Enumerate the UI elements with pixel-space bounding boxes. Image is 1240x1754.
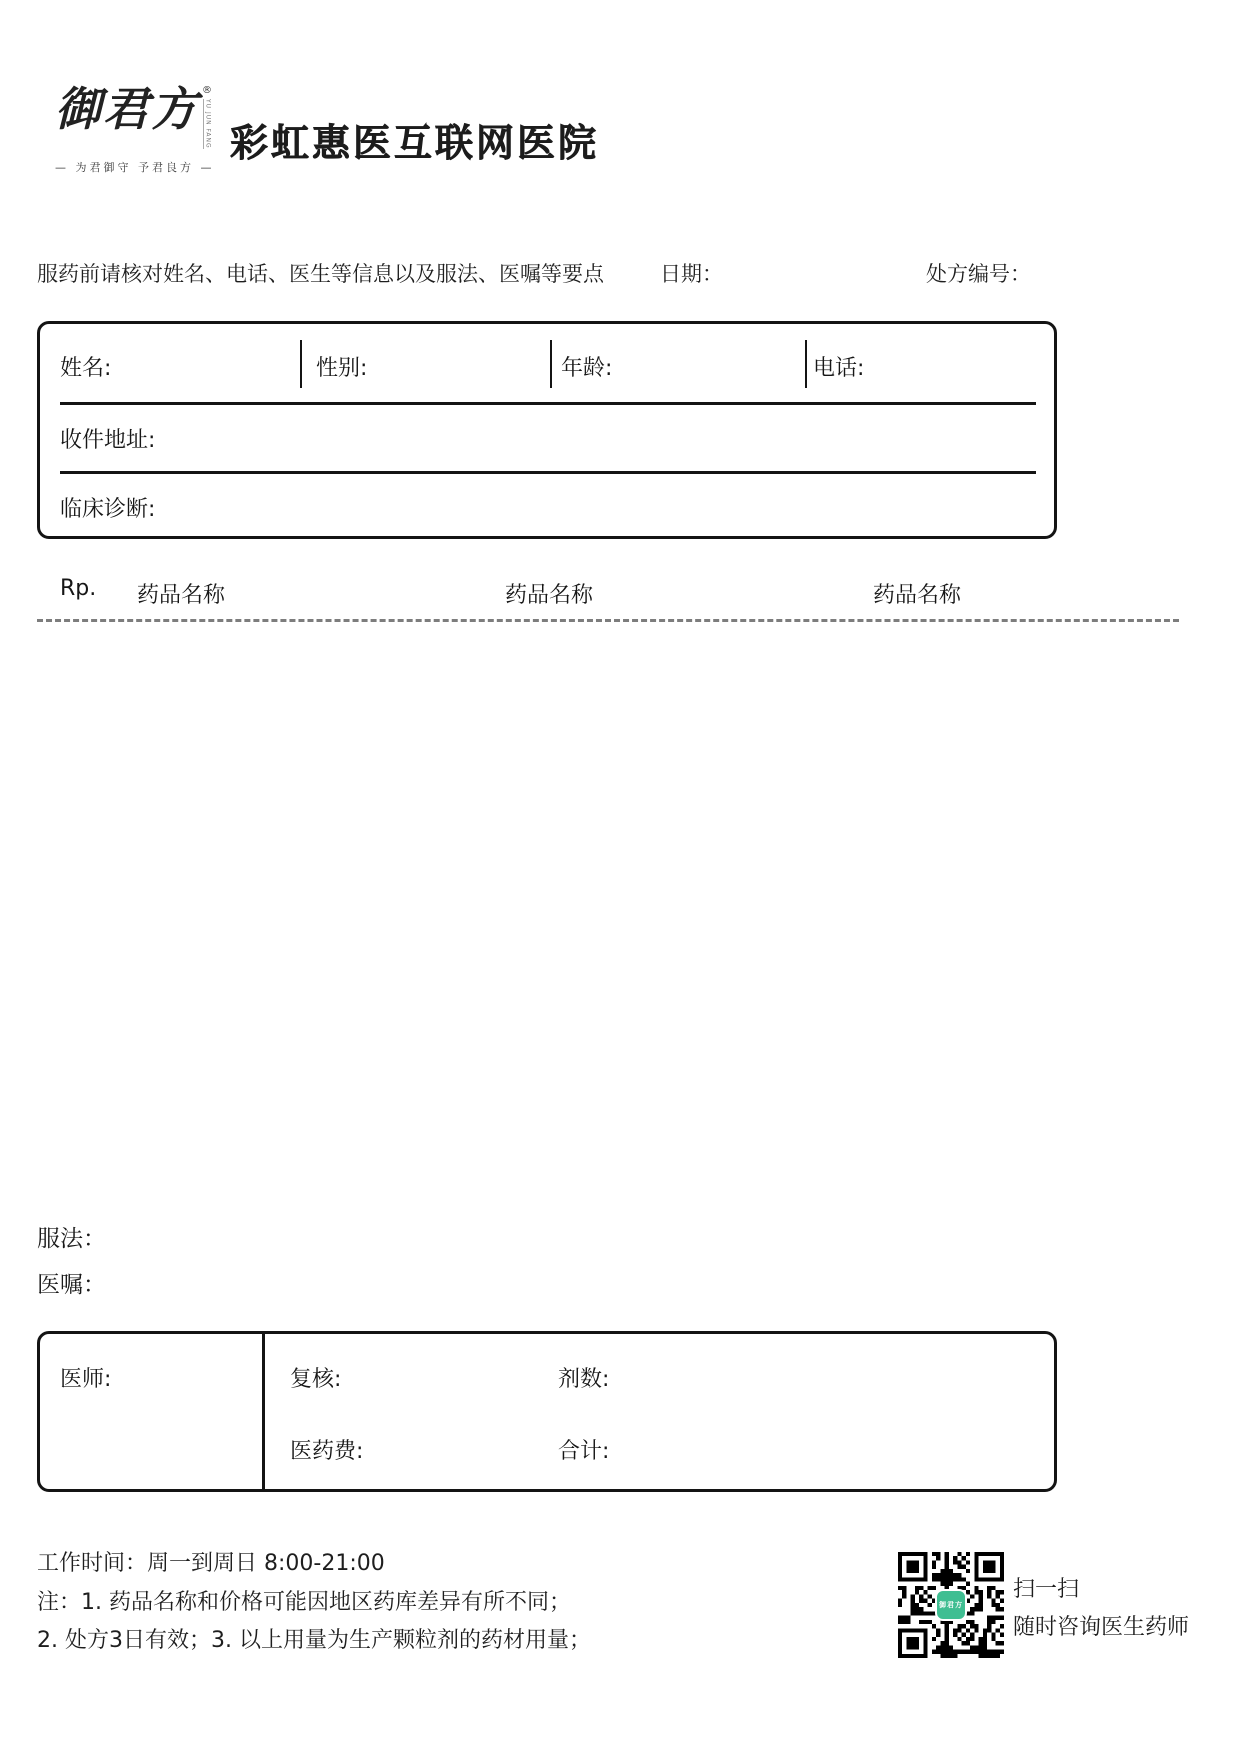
registered-trademark-icon: ® [202, 85, 212, 96]
qr-code [898, 1552, 1004, 1658]
signature-box [37, 1331, 1057, 1492]
scan-caption-line-2: 随时咨询医生药师 [1013, 1615, 1190, 1640]
prescription-number-label: 处方编号： [926, 262, 1031, 286]
date-label: 日期： [660, 262, 723, 286]
review-label: 复核: [290, 1367, 342, 1392]
column-divider [262, 1334, 265, 1489]
phone-label: 电话: [813, 356, 865, 381]
rp-label: Rp. [60, 576, 97, 601]
brand-logo [55, 82, 215, 175]
gender-label: 性别: [316, 356, 368, 381]
patient-info-box [37, 321, 1057, 539]
usage-label: 服法： [37, 1226, 106, 1252]
age-label: 年龄: [561, 356, 613, 381]
address-label: 收件地址: [60, 428, 156, 453]
drug-name-column-header: 药品名称 [505, 583, 594, 608]
medicine-fee-label: 医药费: [290, 1439, 364, 1464]
doctor-advice-label: 医嘱： [37, 1272, 106, 1298]
logo-vertical-text: YU JUN FANG [204, 99, 212, 149]
column-divider [550, 340, 552, 388]
physician-label: 医师: [60, 1367, 112, 1392]
row-divider [60, 402, 1036, 405]
working-hours-text: 工作时间：周一到周日 8:00-21:00 [37, 1551, 385, 1576]
drug-name-column-header: 药品名称 [873, 583, 962, 608]
qr-center-logo [935, 1589, 967, 1621]
dose-count-label: 剂数: [558, 1367, 610, 1392]
scan-caption-line-1: 扫一扫 [1013, 1577, 1080, 1602]
total-label: 合计: [558, 1439, 610, 1464]
logo-text: 御君方 [55, 82, 199, 136]
row-divider [60, 471, 1036, 474]
name-label: 姓名: [60, 356, 112, 381]
column-divider [300, 340, 302, 388]
check-reminder-text: 服药前请核对姓名、电话、医生等信息以及服法、医嘱等要点 [37, 262, 604, 286]
column-divider [805, 340, 807, 388]
dashed-separator [37, 619, 1179, 622]
qr-center-logo-text: 御君方 [939, 1601, 963, 1609]
diagnosis-label: 临床诊断: [60, 497, 156, 522]
hospital-name: 彩虹惠医互联网医院 [230, 121, 600, 165]
brand-tagline: — 为君御守 予君良方 — [55, 160, 215, 174]
note-line-2: 2. 处方3日有效；3. 以上用量为生产颗粒剂的药材用量； [37, 1628, 591, 1653]
note-line-1: 注：1. 药品名称和价格可能因地区药库差异有所不同； [37, 1590, 571, 1615]
drug-name-column-header: 药品名称 [137, 583, 226, 608]
